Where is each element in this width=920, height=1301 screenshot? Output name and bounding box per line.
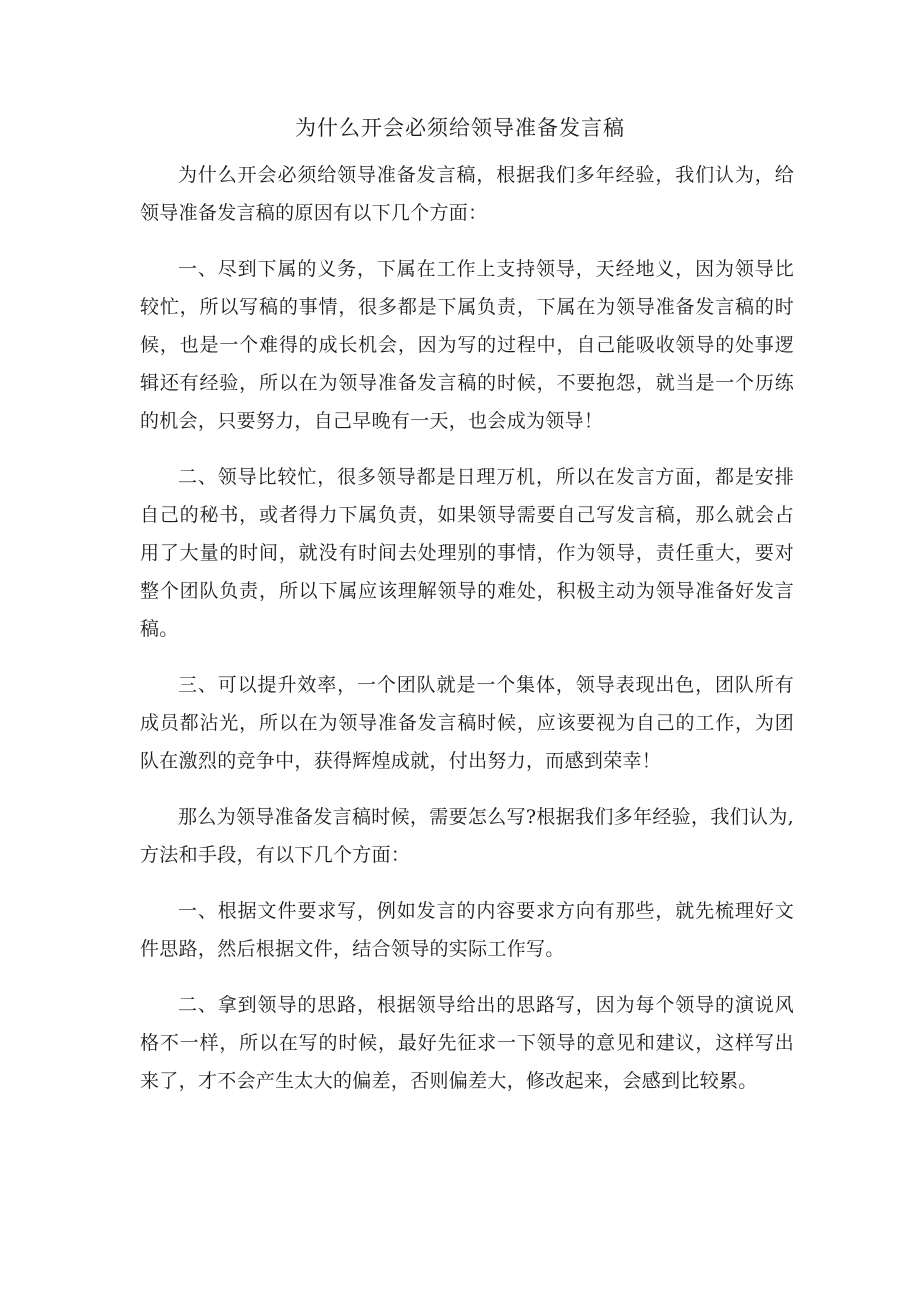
document-title: 为什么开会必须给领导准备发言稿 xyxy=(295,116,625,140)
document-body xyxy=(140,156,794,1118)
paragraph-method-intro: 那么为领导准备发言稿时候，需要怎么写?根据我们多年经验，我们认为,方法和手段，有以下几个方面： xyxy=(140,806,794,866)
paragraph-method-2: 二、拿到领导的思路，根据领导给出的思路写，因为每个领导的演说风格不一样，所以在写的时候，最好先征求一下领导的意见和建议，这样写出来了，才不会产生太大的偏差，否则偏差大，修改起来，会感到比较累。 xyxy=(140,994,794,1092)
paragraph-reason-2: 二、领导比较忙，很多领导都是日理万机，所以在发言方面，都是安排自己的秘书，或者得力下属负责，如果领导需要自己写发言稿，那么就会占用了大量的时间，就没有时间去处理别的事情，作为领导，责任重大，要对整个团队负责，所以下属应该理解领导的难处，积极主动为领导准备好发言稿。 xyxy=(140,466,794,640)
paragraph-method-1: 一、根据文件要求写，例如发言的内容要求方向有那些，就先梳理好文件思路，然后根据文件，结合领导的实际工作写。 xyxy=(140,900,794,960)
paragraph-reason-1: 一、尽到下属的义务，下属在工作上支持领导，天经地义，因为领导比较忙，所以写稿的事情，很多都是下属负责，下属在为领导准备发言稿的时候，也是一个难得的成长机会，因为写的过程中，自己能吸收领导的处事逻辑还有经验，所以在为领导准备发言稿的时候，不要抱怨，就当是一个历练的机会，只要努力，自己早晚有一天，也会成为领导！ xyxy=(140,258,794,432)
paragraph-reason-3: 三、可以提升效率，一个团队就是一个集体，领导表现出色，团队所有成员都沾光，所以在为领导准备发言稿时候，应该要视为自己的工作，为团队在激烈的竞争中，获得辉煌成就，付出努力，而感到荣幸！ xyxy=(140,674,794,772)
paragraph-intro: 为什么开会必须给领导准备发言稿，根据我们多年经验，我们认为，给领导准备发言稿的原因有以下几个方面： xyxy=(140,164,794,224)
